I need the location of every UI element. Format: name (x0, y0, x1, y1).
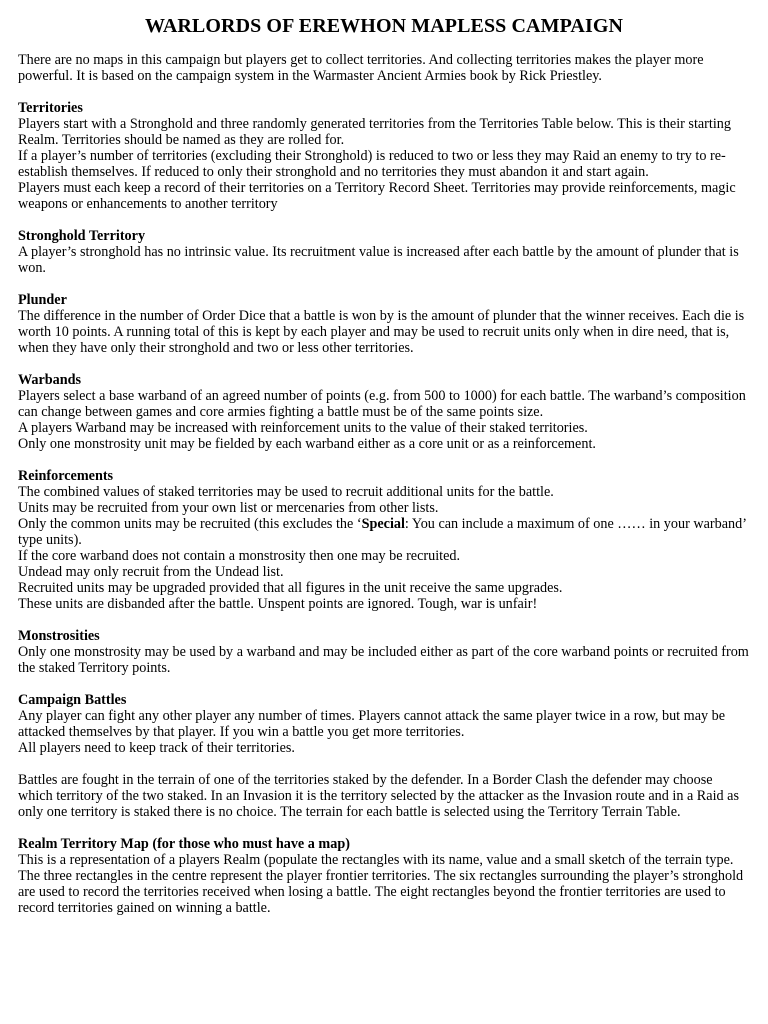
section-heading: Reinforcements (18, 468, 114, 484)
special-keyword: Special (361, 516, 405, 532)
section-heading: Territories (18, 100, 83, 116)
section-battle-terrain (18, 772, 750, 820)
text-fragment: : You can include a maximum of one …… in your warband’ type units). (18, 516, 746, 548)
section-heading: Monstrosities (18, 628, 100, 644)
section-heading: Campaign Battles (18, 692, 127, 708)
section-text: Players select a base warband of an agreed number of points (e.g. from 500 to 1000) for each battle. The warband’s composition can change between games and core armies fighting a battle must be of the same points size. (18, 388, 746, 420)
text-fragment: Only the common units may be recruited (this excludes the ‘ (18, 516, 362, 532)
section-text: The difference in the number of Order Dice that a battle is won by is the amount of plunder that the winner receives. Each die is worth 10 points. A running total of this is kept by each player and may be used to recruit units only when in dire need, that is, when they have only their stronghold and two or less other territories. (18, 308, 745, 356)
section-text: The combined values of staked territories may be used to recruit additional units for the battle. (18, 484, 554, 500)
section-text: Recruited units may be upgraded provided that all figures in the unit receive the same upgrades. (18, 580, 563, 596)
section-text: If the core warband does not contain a monstrosity then one may be recruited. (18, 548, 461, 564)
section-stronghold-territory (18, 228, 750, 276)
section-warbands (18, 372, 750, 452)
section-heading: Realm Territory Map (for those who must have a map) (18, 836, 350, 852)
section-text: A player’s stronghold has no intrinsic value. Its recruitment value is increased after each battle by the amount of plunder that is won. (18, 244, 739, 276)
document-title: WARLORDS OF EREWHON MAPLESS CAMPAIGN (144, 15, 624, 37)
section-plunder (18, 292, 750, 356)
section-heading: Warbands (18, 372, 82, 388)
section-text: This is a representation of a players Realm (populate the rectangles with its name, value and a small sketch of the terrain type. The three rectangles in the centre represent the player frontier territories. The six rectangles surrounding the player’s stronghold are used to record the territories received when losing a battle. The eight rectangles beyond the frontier territories are used to record territories gained on winning a battle. (18, 852, 744, 916)
section-heading: Stronghold Territory (18, 228, 146, 244)
section-heading: Plunder (18, 292, 67, 308)
section-text: All players need to keep track of their territories. (18, 740, 295, 756)
section-text: Players must each keep a record of their territories on a Territory Record Sheet. Territories may provide reinforcements, magic weapons or enhancements to another territory (18, 180, 736, 212)
section-text: Battles are fought in the terrain of one of the territories staked by the defender. In a Border Clash the defender may choose which territory of the two staked. In an Invasion it is the territory selected by the attacker as the Invasion route and in a Raid as only one territory is staked there is no choice. The terrain for each battle is selected using the Territory Terrain Table. (18, 772, 739, 820)
section-text: Undead may only recruit from the Undead list. (18, 564, 284, 580)
section-reinforcements (18, 468, 750, 612)
document-page (18, 14, 750, 916)
section-text: Any player can fight any other player any number of times. Players cannot attack the same player twice in a row, but may be attacked themselves by that player. If you win a battle you get more territories. (18, 708, 726, 740)
section-text: These units are disbanded after the battle. Unspent points are ignored. Tough, war is unfair! (18, 596, 538, 612)
intro-paragraph: There are no maps in this campaign but players get to collect territories. And collecting territories makes the player more powerful. It is based on the campaign system in the Warmaster Ancient Armies book by Rick Priestley. (18, 52, 704, 84)
section-text: A players Warband may be increased with reinforcement units to the value of their staked territories. (18, 420, 588, 436)
section-campaign-battles (18, 692, 750, 756)
section-text: If a player’s number of territories (excluding their Stronghold) is reduced to two or less they may Raid an enemy to try to re-establish themselves. If reduced to only their stronghold and no territories they must abandon it and start again. (18, 148, 726, 180)
section-realm-territory-map (18, 836, 750, 916)
section-territories (18, 100, 750, 212)
section-text: Only one monstrosity unit may be fielded by each warband either as a core unit or as a reinforcement. (18, 436, 596, 452)
section-text: Players start with a Stronghold and three randomly generated territories from the Territories Table below. This is their starting Realm. Territories should be named as they are rolled for. (18, 116, 731, 148)
section-monstrosities (18, 628, 750, 676)
section-text-special (18, 516, 750, 548)
section-text: Units may be recruited from your own list or mercenaries from other lists. (18, 500, 439, 516)
section-text: Only one monstrosity may be used by a warband and may be included either as part of the core warband points or recruited from the staked Territory points. (18, 644, 749, 676)
